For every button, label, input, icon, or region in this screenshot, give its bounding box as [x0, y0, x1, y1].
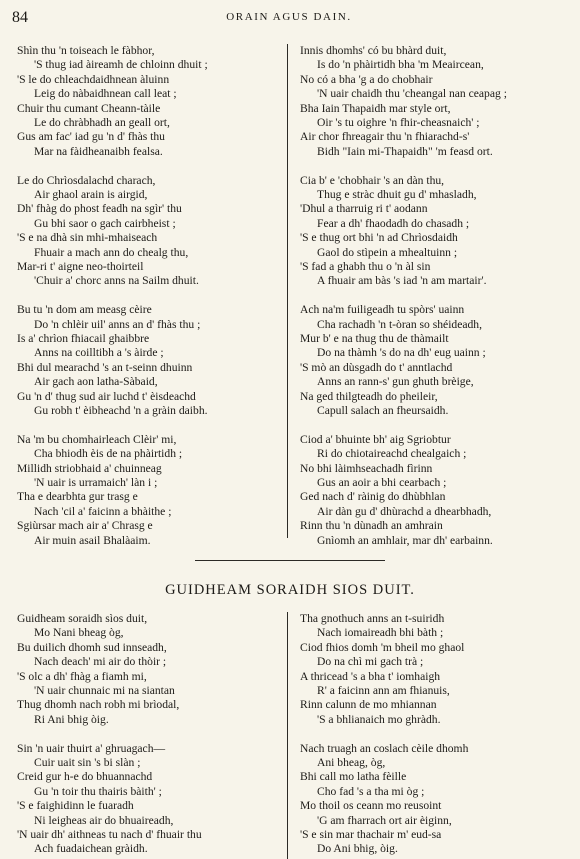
verse-line: Bu duilich dhomh sud innseadh, [17, 640, 167, 654]
verse-line: Gu robh t' èibheachd 'n a gràin daibh. [34, 403, 208, 417]
verse-line: 'Chuir a' chorc anns na Sailm dhuit. [34, 274, 199, 288]
verse-line: 'S a bhlianaich mo ghràdh. [317, 712, 441, 726]
verse-line: Thug dhomh nach robh mi brìodal, [17, 698, 180, 712]
verse-line: Innis dhomhs' có bu bhàrd duit, [300, 44, 447, 57]
verse-line: No bhi làimhseachadh fìrinn [300, 461, 433, 475]
verse-line: Tha e dearbhta gur trasg e [17, 490, 138, 504]
verse-line: Le do Chrìosdalachd charach, [17, 173, 156, 187]
poem-column-left [12, 44, 287, 547]
verse-line: Is do 'n phàirtidh bha 'm Meaircean, [317, 58, 484, 72]
verse-line: 'S e faighidinn le fuaradh [17, 799, 134, 813]
verse-line: Ciod fhios domh 'm bheil mo ghaol [300, 640, 465, 654]
verse-line: Dh' fhàg do phost feadh na sgìr' thu [17, 202, 182, 216]
verse-line: Cia b' e 'chobhair 's an dàn thu, [300, 173, 445, 187]
section-divider [195, 560, 385, 561]
stanza [300, 612, 570, 727]
verse-line: 'S e na dhà sin mhi-mhaiseach [17, 231, 158, 245]
verse-line: Gu bhi saor o gach cairbheist ; [34, 216, 176, 230]
verse-line: Oir 's tu oighre 'n fhir-cheasnaich' ; [317, 115, 480, 129]
verse-line: Bu tu 'n dom am measg cèire [17, 303, 152, 317]
poem-column-right [287, 44, 570, 547]
verse-line: Gus an aoir a bhi cearbach ; [317, 476, 447, 490]
verse-line: Bhi call mo latha fèille [300, 770, 407, 784]
verse-line: Nach truagh an coslach cèile dhomh [300, 741, 469, 755]
verse-line: Gnìomh an amhlair, mar dh' earbainn. [317, 533, 493, 547]
stanza [300, 174, 570, 289]
stanza [300, 742, 570, 857]
verse-line: 'S e thug ort bhi 'n ad Chrìosdaidh [300, 231, 458, 245]
verse-line: Do na chì mi gach trà ; [317, 655, 424, 669]
verse-line: Mur b' e na thug thu de thàmailt [300, 332, 449, 346]
stanza [17, 44, 287, 159]
verse-line: Ach fuadaichean gràidh. [34, 842, 148, 856]
verse-line: Ni leigheas air do bhuaireadh, [34, 813, 174, 827]
verse-line: Ri do chiotaireachd chealgaich ; [317, 447, 467, 461]
verse-line: Na 'm bu chomhairleach Clèir' mi, [17, 432, 177, 446]
verse-line: Nach 'cil a' faicinn a bhàithe ; [34, 504, 172, 518]
verse-line: Air gach aon latha-Sàbaid, [34, 375, 158, 389]
verse-line: Ciod a' bhuinte bh' aig Sgriobtur [300, 432, 451, 446]
verse-line: Shìn thu 'n toiseach le fàbhor, [17, 44, 155, 57]
page-number: 84 [12, 9, 28, 26]
verse-line: Mar-ri t' aigne neo-thoirteil [17, 259, 144, 273]
verse-line: 'S thug iad àireamh de chloinn dhuit ; [34, 58, 208, 72]
verse-line: 'N uair dh' aithneas tu nach d' fhuair thu [17, 827, 202, 841]
verse-line: Do Ani bhig, òig. [317, 842, 398, 856]
song-column-right [287, 612, 570, 859]
verse-line: Na ged thilgteadh do pheileir, [300, 389, 438, 403]
top-poem [12, 44, 570, 547]
stanza [17, 174, 287, 289]
verse-line: Fhuair a mach ann do chealg thu, [34, 245, 189, 259]
verse-line: Anns an rann-s' gun ghuth brèige, [317, 375, 474, 389]
verse-line: Air dàn gu d' dhùrachd a dhearbhadh, [317, 504, 492, 518]
page-header [12, 9, 566, 29]
verse-line: Capull salach an fheursaidh. [317, 403, 449, 417]
verse-line: Ani bheag, òg, [317, 756, 386, 770]
verse-line: Fear a dh' fhaodadh do chasadh ; [317, 216, 470, 230]
verse-line: A thricead 's a bha t' iomhaigh [300, 669, 441, 683]
verse-line: Millidh striobhaid a' chuinneag [17, 461, 162, 475]
verse-line: Chuir thu cumant Cheann-tàile [17, 101, 161, 115]
stanza [17, 742, 287, 857]
verse-line: Bhi dul mearachd 's an t-seinn dhuinn [17, 360, 193, 374]
verse-line: Cha bhiodh èis de na phàirtidh ; [34, 447, 183, 461]
verse-line: Cha rachadh 'n t-òran so shéideadh, [317, 317, 482, 331]
verse-line: Do na thàmh 's do na dh' eug uainn ; [317, 346, 486, 360]
verse-line: Nach deach' mi air do thòir ; [34, 655, 167, 669]
stanza [17, 612, 287, 727]
verse-line: Is a' chrìon fhiacail ghaibbre [17, 332, 150, 346]
verse-line: 'S fad a ghabh thu o 'n àl sin [300, 259, 431, 273]
verse-line: 'N uair chunnaic mi na siantan [34, 683, 175, 697]
verse-line: Do 'n chlèir uil' anns an d' fhàs thu ; [34, 317, 201, 331]
verse-line: Cho fad 's a tha mi òg ; [317, 784, 425, 798]
verse-line: Creid gur h-e do bhuannachd [17, 770, 153, 784]
verse-line: 'N uair chaidh thu 'cheangal nan ceapag ; [317, 87, 507, 101]
verse-line: Mo thoil os ceann mo reusoint [300, 799, 442, 813]
verse-line: 'Dhul a tharruig ri t' aodann [300, 202, 428, 216]
verse-line: 'S mò an dùsgadh do t' anntlachd [300, 360, 453, 374]
verse-line: Cuir uait sin 's bi slàn ; [34, 756, 141, 770]
verse-line: Sin 'n uair thuirt a' ghruagach— [17, 741, 166, 755]
verse-line: 'S olc a dh' fhàg a fiamh mi, [17, 669, 147, 683]
verse-line: Bha Iain Thapaidh mar style ort, [300, 101, 451, 115]
verse-line: Gaol do stìpein a mhealtuinn ; [317, 245, 458, 259]
verse-line: Anns na coilltibh a 's àirde ; [34, 346, 164, 360]
verse-line: Leig do nàbaidhnean call leat ; [34, 87, 177, 101]
verse-line: A fhuair am bàs 's iad 'n am martair'. [317, 274, 487, 288]
verse-line: Rinn calunn de mo mhiannan [300, 698, 437, 712]
verse-line: Air chor fhreagair thu 'n fhiarachd-s' [300, 130, 470, 144]
verse-line: Sgiùrsar mach air a' Chrasg e [17, 519, 153, 533]
stanza [17, 303, 287, 418]
verse-line: 'N uair is urramaich' làn i ; [34, 476, 158, 490]
song-column-left [12, 612, 287, 859]
verse-line: Ged nach d' ràinig do dhùbhlan [300, 490, 446, 504]
stanza [17, 433, 287, 548]
verse-line: No có a bha 'g a do chobhair [300, 72, 433, 86]
stanza [300, 433, 570, 548]
verse-line: Mar na fàidheanaibh fealsa. [34, 144, 163, 158]
verse-line: Ach na'm fuiligeadh tu spòrs' uainn [300, 303, 465, 317]
verse-line: 'S e sin mar thachair m' eud-sa [300, 827, 442, 841]
verse-line: Gu 'n d' thug sud air luchd t' èisdeachd [17, 389, 196, 403]
stanza [300, 303, 570, 418]
verse-line: R' a faicinn ann am fhianuis, [317, 683, 450, 697]
song-title: GUIDHEAM SORAIDH SIOS DUIT. [165, 582, 415, 598]
verse-line: Air ghaol arain is airgid, [34, 188, 148, 202]
verse-line: Air muin asail Bhalàaim. [34, 533, 151, 547]
verse-line: Tha gnothuch anns an t-suiridh [300, 612, 445, 625]
verse-line: Rinn thu 'n dùnadh an amhrain [300, 519, 443, 533]
verse-line: Gu 'n toir thu thairis bàith' ; [34, 784, 162, 798]
verse-line: 'G am fharrach ort air èiginn, [317, 813, 452, 827]
stanza [300, 44, 570, 159]
verse-line: Ri Ani bhig òig. [34, 712, 109, 726]
verse-line: Le do chràbhadh an geall ort, [34, 115, 170, 129]
running-head: ORAIN AGUS DAIN. [226, 11, 352, 23]
verse-line: Nach iomaireadh bhi bàth ; [317, 626, 444, 640]
verse-line: Gus am fac' iad gu 'n d' fhàs thu [17, 130, 165, 144]
verse-line: Guidheam soraidh sìos duit, [17, 612, 148, 625]
verse-line: Mo Nani bheag òg, [34, 626, 124, 640]
verse-line: Thug e stràc dhuit gu d' mhasladh, [317, 188, 477, 202]
verse-line: Bidh "Iain mi-Thapaidh" 'm feasd ort. [317, 144, 493, 158]
verse-line: 'S le do chleachdaidhnean àluinn [17, 72, 170, 86]
bottom-poem [12, 612, 570, 859]
